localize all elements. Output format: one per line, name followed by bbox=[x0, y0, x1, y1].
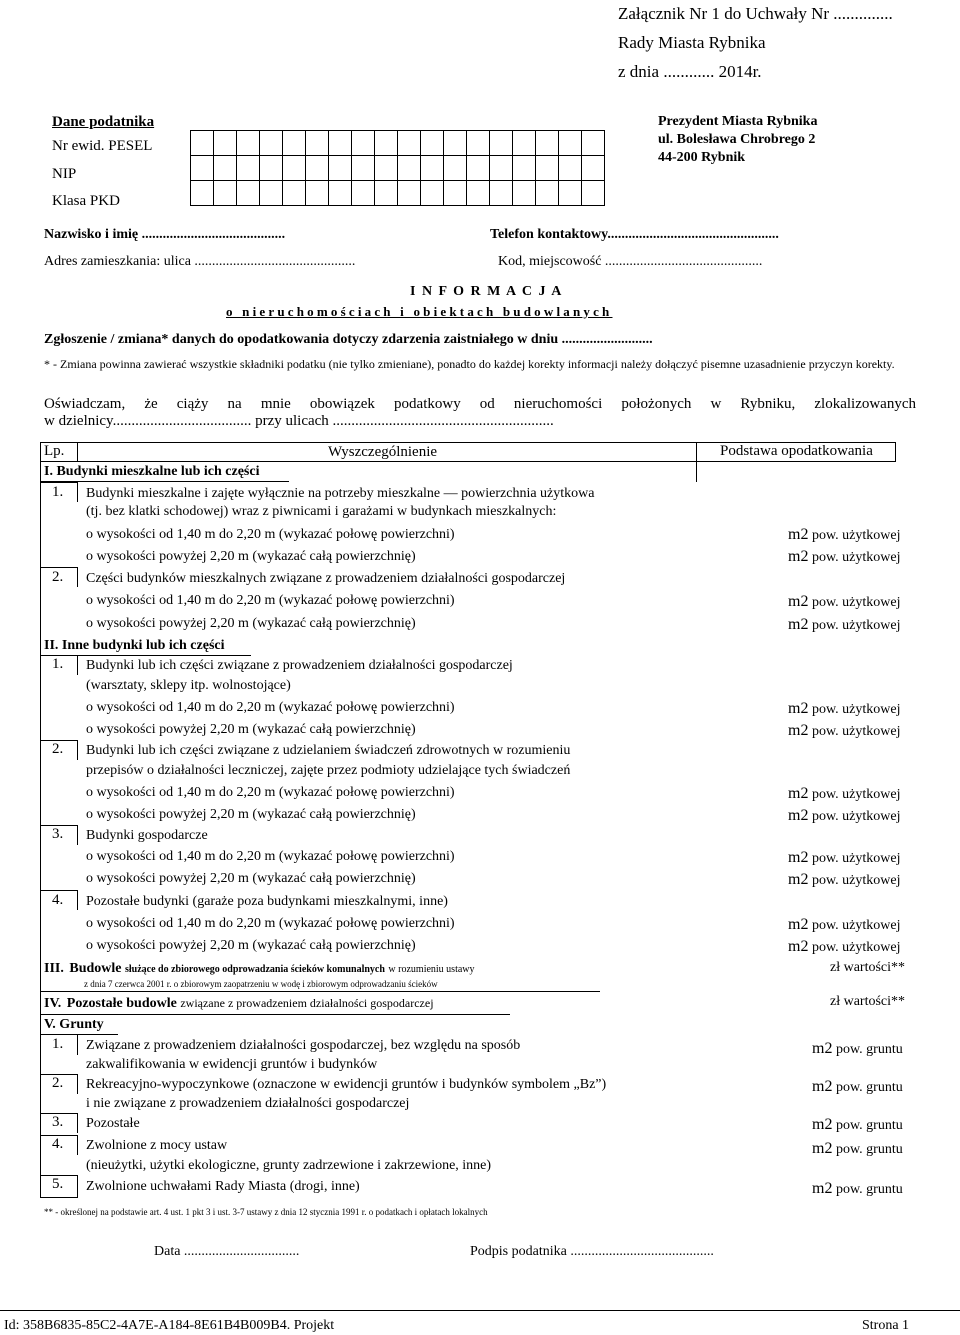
unit-m2-usable bbox=[788, 548, 900, 566]
footer-id: Id: 358B6835-85C2-4A7E-A184-8E61B4B009B4. Projekt bbox=[4, 1318, 335, 1333]
address-field[interactable]: Adres zamieszkania: ulica .............................................. bbox=[44, 254, 356, 269]
unit-m2: m2 bbox=[788, 593, 809, 610]
unit-land: pow. gruntu bbox=[832, 1080, 903, 1095]
section-3-title bbox=[44, 961, 475, 977]
row-text: Budynki gospodarcze bbox=[86, 828, 208, 843]
num-cell-divider bbox=[77, 890, 78, 910]
row-text: (nieużytki, użytki ekologiczne, grunty zadrzewione i zakrzewione, inne) bbox=[86, 1158, 492, 1173]
unit-m2-land bbox=[812, 1116, 903, 1134]
unit-m2: m2 bbox=[788, 938, 809, 955]
col-tax-base: Podstawa opodatkowania bbox=[720, 443, 873, 459]
unit-land: pow. gruntu bbox=[832, 1182, 903, 1197]
row-text: Budynki mieszkalne i zajęte wyłącznie na potrzeby mieszkalne — powierzchnia użytkowa bbox=[86, 486, 595, 501]
signature-field[interactable]: Podpis podatnika ......................................... bbox=[470, 1244, 714, 1259]
unit-usable: pow. użytkowej bbox=[808, 787, 901, 802]
row-text-high: o wysokości powyżej 2,20 m (wykazać całą powierzchnię) bbox=[86, 938, 416, 953]
unit-m2: m2 bbox=[812, 1140, 833, 1157]
section-4-unit: zł wartości** bbox=[830, 994, 906, 1009]
row-text: Rekreacyjno-wypoczynkowe (oznaczone w ewidencji gruntów i budynków symbolem „Bz”) bbox=[86, 1077, 607, 1092]
row-text-high: o wysokości powyżej 2,20 m (wykazać całą powierzchnię) bbox=[86, 871, 416, 886]
row-text-low: o wysokości od 1,40 m do 2,20 m (wykazać połowę powierzchni) bbox=[86, 916, 455, 931]
row-text: Budynki lub ich części związane z prowadzeniem działalności gospodarczej bbox=[86, 658, 513, 673]
unit-m2-usable bbox=[788, 849, 900, 867]
unit-m2: m2 bbox=[788, 807, 809, 824]
table-left-border bbox=[40, 442, 41, 462]
table-header-bottom bbox=[40, 461, 896, 462]
row-num: 1. bbox=[52, 656, 64, 672]
section-5-title: V. Grunty bbox=[44, 1017, 104, 1032]
section-4-num: IV. bbox=[44, 996, 62, 1011]
footnote: ** - określonej na podstawie art. 4 ust. 1 pkt 3 i ust. 3-7 ustawy z dnia 12 stycznia 1991 r. o podatkach i opłatach lokalnych bbox=[44, 1207, 488, 1217]
row-text-high: o wysokości powyżej 2,20 m (wykazać całą powierzchnię) bbox=[86, 807, 416, 822]
row-text: Związane z prowadzeniem działalności gospodarczej, bez względu na sposób bbox=[86, 1038, 521, 1053]
row-text-low: o wysokości od 1,40 m do 2,20 m (wykazać połowę powierzchni) bbox=[86, 849, 455, 864]
form-title: I N F O R M A C J A bbox=[410, 284, 563, 299]
row-text-high: o wysokości powyżej 2,20 m (wykazać całą powierzchnię) bbox=[86, 549, 416, 564]
phone-field[interactable]: Telefon kontaktowy................................................. bbox=[490, 227, 779, 242]
unit-m2: m2 bbox=[788, 722, 809, 739]
row-text-high: o wysokości powyżej 2,20 m (wykazać całą powierzchnię) bbox=[86, 616, 416, 631]
header-line-1: Załącznik Nr 1 do Uchwały Nr .............. bbox=[618, 4, 893, 23]
row-num: 2. bbox=[52, 569, 64, 585]
num-cell-top bbox=[40, 1175, 78, 1176]
recipient-line-1: Prezydent Miasta Rybnika bbox=[658, 114, 818, 129]
unit-m2-usable bbox=[788, 616, 900, 634]
unit-usable: pow. użytkowej bbox=[808, 550, 901, 565]
unit-m2-usable bbox=[788, 722, 900, 740]
col-lp: Lp. bbox=[44, 443, 65, 459]
table-lp-divider bbox=[77, 442, 78, 462]
unit-land: pow. gruntu bbox=[832, 1042, 903, 1057]
row-text-high: o wysokości powyżej 2,20 m (wykazać całą powierzchnię) bbox=[86, 722, 416, 737]
unit-m2: m2 bbox=[812, 1116, 833, 1133]
row-num: 4. bbox=[52, 1136, 64, 1152]
unit-land: pow. gruntu bbox=[832, 1142, 903, 1157]
num-cell-top bbox=[40, 890, 78, 891]
unit-m2-usable bbox=[788, 785, 900, 803]
num-cell-top bbox=[40, 482, 78, 483]
num-cell-divider bbox=[77, 740, 78, 760]
row-text: Budynki lub ich części związane z udzielaniem świadczeń zdrowotnych w rozumieniu bbox=[86, 743, 571, 758]
section-4-title bbox=[44, 996, 434, 1012]
section-4-rest: związane z prowadzeniem działalności gospodarczej bbox=[180, 996, 434, 1010]
pesel-label: Nr ewid. PESEL bbox=[52, 138, 153, 154]
num-cell-divider bbox=[77, 482, 78, 502]
date-field[interactable]: Data ................................. bbox=[154, 1244, 300, 1259]
num-cell-top bbox=[40, 740, 78, 741]
row-num: 5. bbox=[52, 1176, 64, 1192]
num-cell-top bbox=[40, 825, 78, 826]
unit-m2: m2 bbox=[788, 548, 809, 565]
row-text-low: o wysokości od 1,40 m do 2,20 m (wykazać połowę powierzchni) bbox=[86, 527, 455, 542]
row-text: zakwalifikowania w ewidencji gruntów i budynków bbox=[86, 1057, 378, 1072]
unit-usable: pow. użytkowej bbox=[808, 618, 901, 633]
section-3-underline bbox=[40, 991, 600, 992]
unit-m2-usable bbox=[788, 526, 900, 544]
unit-m2: m2 bbox=[788, 526, 809, 543]
num-cell-divider bbox=[77, 1074, 78, 1094]
section-2-underline bbox=[40, 655, 251, 656]
unit-m2: m2 bbox=[788, 700, 809, 717]
num-cell-divider bbox=[77, 825, 78, 845]
unit-usable: pow. użytkowej bbox=[808, 873, 901, 888]
col-description: Wyszczególnienie bbox=[328, 444, 438, 460]
unit-usable: pow. użytkowej bbox=[808, 595, 901, 610]
row-num: 1. bbox=[52, 484, 64, 500]
row-num: 3. bbox=[52, 1114, 64, 1130]
row-text-low: o wysokości od 1,40 m do 2,20 m (wykazać połowę powierzchni) bbox=[86, 593, 455, 608]
table-col-divider bbox=[696, 442, 697, 462]
num-cell-divider bbox=[77, 1035, 78, 1055]
form-subtitle: o nieruchomościach i obiektach budowlanych bbox=[226, 304, 613, 319]
header-line-3: z dnia ............ 2014r. bbox=[618, 62, 762, 81]
row-text: (tj. bez klatki schodowej) wraz z piwnicami i garażami w budynkach mieszkalnych: bbox=[86, 504, 557, 519]
num-cell-top bbox=[40, 1135, 78, 1136]
unit-m2-land bbox=[812, 1140, 903, 1158]
num-cell-bottom bbox=[40, 1197, 78, 1198]
unit-m2-usable bbox=[788, 593, 900, 611]
statement-line-1: Oświadczam, że ciąży na mnie obowiązek podatkowy od nieruchomości położonych w Rybniku, zlokalizowanych bbox=[44, 396, 916, 412]
num-cell-divider bbox=[77, 655, 78, 675]
recipient-line-3: 44-200 Rybnik bbox=[658, 150, 746, 165]
footer-rule bbox=[0, 1310, 960, 1311]
unit-m2-usable bbox=[788, 916, 900, 934]
row-text-low: o wysokości od 1,40 m do 2,20 m (wykazać połowę powierzchni) bbox=[86, 785, 455, 800]
taxpayer-id-grid[interactable] bbox=[190, 130, 605, 206]
unit-usable: pow. użytkowej bbox=[808, 702, 901, 717]
row-num: 2. bbox=[52, 741, 64, 757]
unit-usable: pow. użytkowej bbox=[808, 528, 901, 543]
unit-usable: pow. użytkowej bbox=[808, 940, 901, 955]
section-2-title: II. Inne budynki lub ich części bbox=[44, 638, 225, 653]
correction-note: * - Zmiana powinna zawierać wszystkie składniki podatku (nie tylko zmieniane), ponadto do każdej korekty informacji należy dołączyć pisemne uzasadnienie przyczyn korekty. bbox=[44, 357, 895, 371]
row-num: 4. bbox=[52, 892, 64, 908]
unit-m2-usable bbox=[788, 938, 900, 956]
unit-m2-usable bbox=[788, 700, 900, 718]
unit-m2: m2 bbox=[812, 1180, 833, 1197]
unit-m2: m2 bbox=[788, 871, 809, 888]
row-text: (warsztaty, sklepy itp. wolnostojące) bbox=[86, 678, 291, 693]
unit-m2-land bbox=[812, 1078, 903, 1096]
section-3-small-bold: służące do zbiorowego odprowadzania ścieków komunalnych bbox=[124, 964, 385, 975]
header-line-2: Rady Miasta Rybnika bbox=[618, 33, 766, 52]
num-cell-top bbox=[40, 1074, 78, 1075]
row-text-low: o wysokości od 1,40 m do 2,20 m (wykazać połowę powierzchni) bbox=[86, 700, 455, 715]
unit-m2-usable bbox=[788, 871, 900, 889]
unit-m2: m2 bbox=[812, 1078, 833, 1095]
unit-m2: m2 bbox=[788, 849, 809, 866]
section-3-bold: Budowle bbox=[69, 961, 122, 976]
row-text: Części budynków mieszkalnych związane z prowadzeniem działalności gospodarczej bbox=[86, 571, 566, 586]
name-field[interactable]: Nazwisko i imię ......................................... bbox=[44, 227, 286, 242]
section-1-title: I. Budynki mieszkalne lub ich części bbox=[44, 464, 260, 479]
nip-label: NIP bbox=[52, 166, 77, 182]
row-num: 2. bbox=[52, 1075, 64, 1091]
section-3-small: w rozumieniu ustawy bbox=[388, 964, 475, 975]
num-cell-divider bbox=[77, 1175, 78, 1197]
section-3-line2: z dnia 7 czerwca 2001 r. o zbiorowym zaopatrzeniu w wodę i zbiorowym odprowadzaniu ścieków bbox=[84, 979, 438, 989]
row-text: Pozostałe bbox=[86, 1116, 140, 1131]
statement-line-2[interactable]: w dzielnicy..................................... przy ulicach ........................................................... bbox=[44, 413, 554, 429]
row-num: 3. bbox=[52, 826, 64, 842]
table-body-left-border bbox=[40, 462, 41, 1198]
section-4-bold: Pozostałe budowle bbox=[66, 996, 177, 1011]
recipient-line-2: ul. Bolesława Chrobrego 2 bbox=[658, 132, 816, 147]
section-5-underline bbox=[40, 1034, 118, 1035]
unit-usable: pow. użytkowej bbox=[808, 724, 901, 739]
footer-page: Strona 1 bbox=[862, 1318, 910, 1333]
unit-m2: m2 bbox=[788, 785, 809, 802]
sec1-divider bbox=[696, 462, 697, 482]
city-field[interactable]: Kod, miejscowość ............................................. bbox=[498, 254, 763, 269]
unit-usable: pow. użytkowej bbox=[808, 918, 901, 933]
section-3-num: III. bbox=[44, 961, 64, 976]
section-3-unit: zł wartości** bbox=[830, 960, 906, 975]
unit-usable: pow. użytkowej bbox=[808, 851, 901, 866]
row-num: 1. bbox=[52, 1036, 64, 1052]
pkd-label: Klasa PKD bbox=[52, 193, 120, 209]
num-cell-top bbox=[40, 567, 78, 568]
row-text: i nie związane z prowadzeniem działalności gospodarczej bbox=[86, 1096, 410, 1111]
declaration-line[interactable]: Zgłoszenie / zmiana* danych do opodatkowania dotyczy zdarzenia zaistniałego w dniu .......................... bbox=[44, 332, 653, 347]
num-cell-top bbox=[40, 1113, 78, 1114]
num-cell-divider bbox=[77, 567, 78, 587]
taxpayer-title: Dane podatnika bbox=[52, 114, 155, 130]
num-cell-divider bbox=[77, 1113, 78, 1133]
table-right-border bbox=[895, 442, 896, 462]
row-text: przepisów o działalności leczniczej, zajęte przez podmioty udzielające tych świadczeń bbox=[86, 763, 571, 778]
unit-m2-land bbox=[812, 1040, 903, 1058]
section-4-underline bbox=[40, 1014, 510, 1015]
unit-m2: m2 bbox=[812, 1040, 833, 1057]
unit-m2-land bbox=[812, 1180, 903, 1198]
row-text: Zwolnione z mocy ustaw bbox=[86, 1138, 228, 1153]
unit-land: pow. gruntu bbox=[832, 1118, 903, 1133]
unit-m2: m2 bbox=[788, 616, 809, 633]
unit-m2: m2 bbox=[788, 916, 809, 933]
row-text: Zwolnione uchwałami Rady Miasta (drogi, inne) bbox=[86, 1179, 360, 1194]
num-cell-divider bbox=[77, 1135, 78, 1155]
unit-m2-usable bbox=[788, 807, 900, 825]
row-text: Pozostałe budynki (garaże poza budynkami mieszkalnymi, inne) bbox=[86, 894, 448, 909]
unit-usable: pow. użytkowej bbox=[808, 809, 901, 824]
